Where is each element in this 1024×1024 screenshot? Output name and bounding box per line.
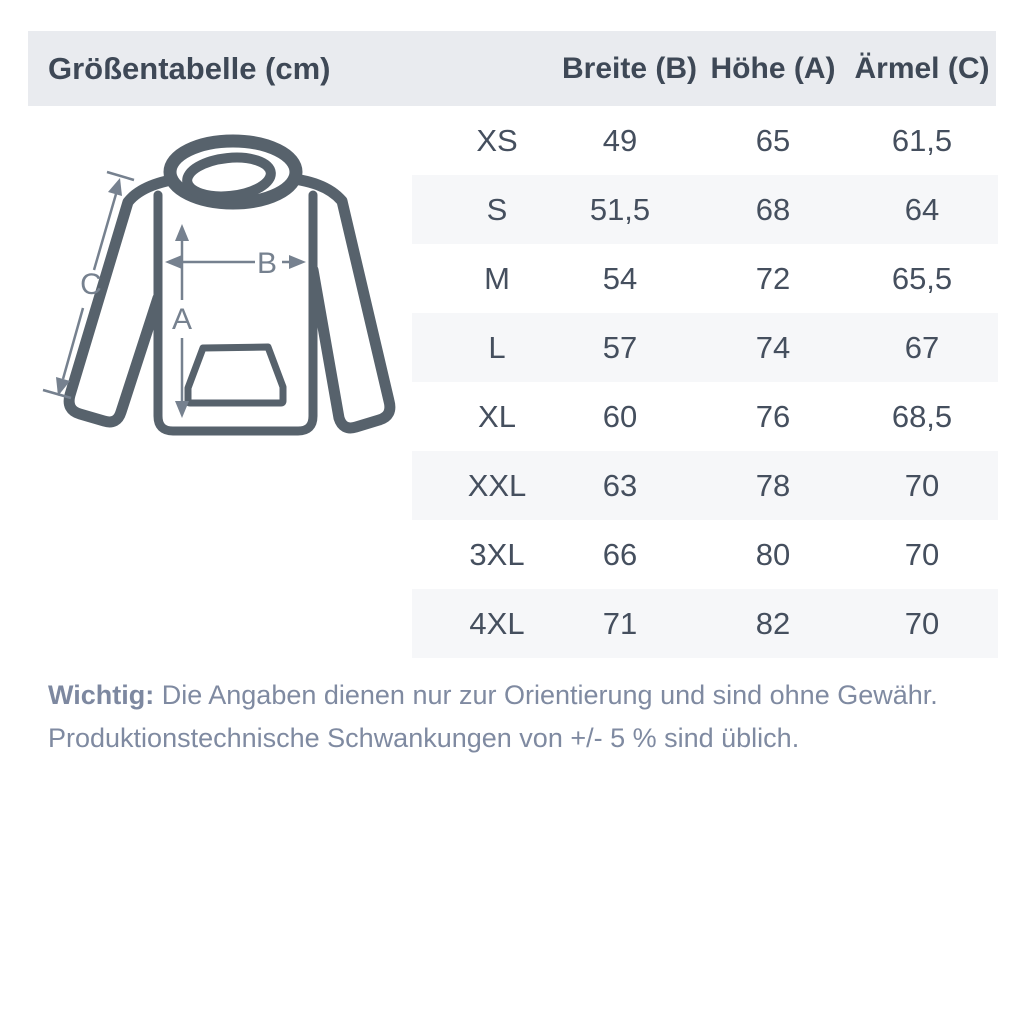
breite-value: 63 <box>602 468 638 503</box>
aermel-value: 65,5 <box>891 261 953 296</box>
disclaimer-note <box>48 674 978 760</box>
size-label: XXL <box>467 468 527 503</box>
size-row-m <box>412 244 998 313</box>
hoehe-value: 82 <box>755 606 791 641</box>
aermel-value: 61,5 <box>891 123 953 158</box>
disclaimer-line-2: Produktionstechnische Schwankungen von +/- 5 % sind üblich. <box>48 723 800 753</box>
breite-value: 57 <box>602 330 638 365</box>
size-label: L <box>488 330 506 365</box>
breite-value: 66 <box>602 537 638 572</box>
size-row-xs <box>412 106 998 175</box>
size-label: 4XL <box>469 606 525 641</box>
hoehe-value: 78 <box>755 468 791 503</box>
arrowhead-c-top <box>108 178 122 196</box>
breite-value: 54 <box>602 261 638 296</box>
size-row-xl <box>412 382 998 451</box>
hoehe-value: 74 <box>755 330 791 365</box>
dimension-label-c: C <box>80 268 102 301</box>
column-header-breite: Breite (B) <box>562 52 698 85</box>
size-row-3xl <box>412 520 998 589</box>
size-row-4xl <box>412 589 998 658</box>
size-row-xxl <box>412 451 998 520</box>
page-title: Größentabelle (cm) <box>48 51 331 86</box>
column-header-hoehe: Höhe (A) <box>710 52 836 85</box>
hoehe-value: 72 <box>755 261 791 296</box>
aermel-value: 68,5 <box>891 399 953 434</box>
dimension-label-b: B <box>256 247 278 280</box>
aermel-value: 70 <box>904 468 940 503</box>
size-label: XS <box>476 123 518 158</box>
size-label: M <box>484 261 510 296</box>
size-row-l <box>412 313 998 382</box>
breite-value: 60 <box>602 399 638 434</box>
aermel-value: 64 <box>904 192 940 227</box>
aermel-value: 70 <box>904 537 940 572</box>
hoehe-value: 68 <box>755 192 791 227</box>
dimension-label-a: A <box>171 303 193 336</box>
aermel-value: 70 <box>904 606 940 641</box>
size-label: XL <box>478 399 516 434</box>
breite-value: 71 <box>602 606 638 641</box>
size-label: 3XL <box>469 537 525 572</box>
aermel-value: 67 <box>904 330 940 365</box>
disclaimer-bold: Wichtig: <box>48 680 155 710</box>
hoodie-measurement-diagram <box>40 120 420 465</box>
hoehe-value: 80 <box>755 537 791 572</box>
disclaimer-line-1: Wichtig: Die Angaben dienen nur zur Orientierung und sind ohne Gewähr. <box>48 680 938 710</box>
size-label: S <box>486 192 508 227</box>
hoehe-value: 76 <box>755 399 791 434</box>
breite-value: 49 <box>602 123 638 158</box>
column-header-aermel: Ärmel (C) <box>854 52 990 85</box>
hoehe-value: 65 <box>755 123 791 158</box>
size-row-s <box>412 175 998 244</box>
breite-value: 51,5 <box>589 192 651 227</box>
hoodie-pocket <box>188 347 283 403</box>
